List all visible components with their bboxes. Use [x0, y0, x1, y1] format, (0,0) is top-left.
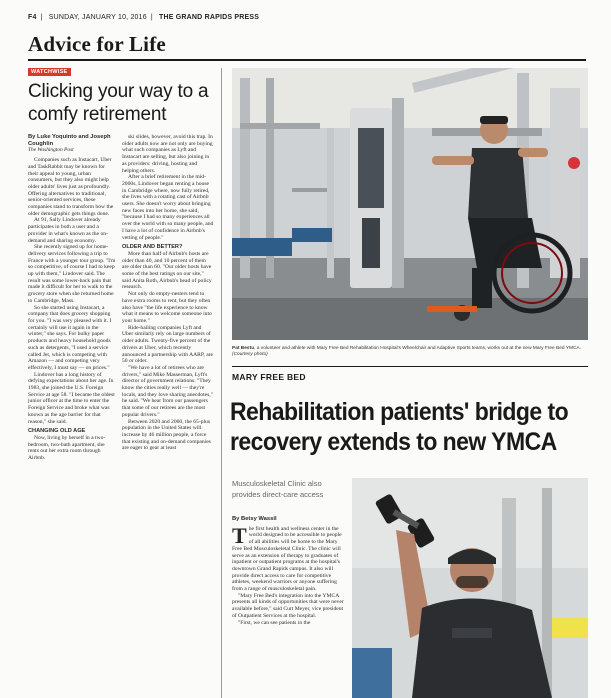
page-number: F4 [28, 14, 37, 21]
newspaper-name: THE GRAND RAPIDS PRESS [159, 14, 260, 21]
headline-line-2: recovery extends to new YMCA [230, 428, 557, 456]
caption-name: Pat Bestu [232, 346, 255, 351]
right-headline [230, 397, 569, 457]
paragraph: Lindover has a long history of defying expectations about her age. In 1983, she joined the U.S. Foreign Service at age 58. "I became the oldest junior officer at the time to enter the Foreign Service and broke what was known as the age barrier for that reason," she said. [28, 371, 115, 425]
paragraph: Companies such as Instacart, Uber and TaskRabbit may be known for their appeal to young, urban consumers, but they also might help older adults' lives just as profoundly. Offering alternatives to traditional, senior-oriented services, these companies stand to transform how the older demographic gets things done. [28, 157, 114, 217]
paragraph: ski slides, however, avoid this trap. In older adults now are not only are buying what such companies as Lyft and Instacart are selling, but also joining in as providers: driving, hosting and helping others. [122, 134, 213, 174]
photo-credit: (Courtesy photo) [232, 352, 268, 357]
subhead-older-and-better: OLDER AND BETTER? [122, 244, 183, 251]
paragraph: She recently signed up for home-delivery services following a trip to France with a younger tour group. "I'm so competitive, of course I had to keep up with them," Lindover said. The result was some lower-back pain that made it difficult for her to walk to the grocery store when she returned home to Cambridge, Mass. [28, 244, 116, 304]
paragraph: Ride-hailing companies Lyft and Uber similarly rely on large numbers of older adults. Twenty-five percent of the drivers at Uber, which recently announced a partnership with AARP, are 50 or older. [122, 324, 214, 365]
paragraph: After a brief retirement in the mid-2000s, Lindover began renting a house in Cambridge where, now fully retired, she lives with a rotating cast of Airbnb users. She doesn't worry about bringing new faces into her home, she said, "because I had so many experiences all over the world with so many people, and I have a lot of confidence in Airbnb's vetting of people." [122, 174, 214, 241]
issue-date: SUNDAY, JANUARY 10, 2016 [48, 14, 147, 21]
subhead-changing-old-age: CHANGING OLD AGE [28, 428, 86, 435]
paragraph: "Mary Free Bed's integration into the YMCA presents all kinds of opportunities that were never available before," said Curt Meyer, vice president of Outpatient Services at the hospital. [232, 592, 344, 619]
caption-text: , a volunteer and athlete with Mary Free Bed Rehabilitation Hospital's Wheelchair and Adaptive Sports teams, works out at the new Mary Free Bed YMCA. [254, 346, 582, 351]
gym-photo [232, 68, 588, 340]
left-story-column-2 [122, 134, 214, 698]
story-deck: Musculoskeletal Clinic also provides direct-care access [232, 479, 324, 499]
paragraph: "We have a lot of retirees who are drivers," said Mike Masserman, Lyft's director of government relations. "They know the cities really well — they're locals, and they love sharing anecdotes," he said. "We hear from our passengers that some of our retirees are the most popular drivers." [122, 364, 213, 418]
section-title: Advice for Life [28, 32, 166, 56]
right-byline: By Betsy Wassil [232, 516, 277, 522]
paragraph: he first health and wellness center in the world designed to be accessible to people of all abilities will be home to the Mary Free Bed Musculoskeletal Clinic. The clinic will serve as an extension of therapy to graduates of inpatient or outpatient programs at the hospital's downtown Grand Rapids campus. It also will provide direct access to care for competitive athletes, weekend warriors or anyone suffering from a range of musculoskeletal pain. [232, 525, 342, 593]
right-story-column [232, 516, 344, 698]
paragraph: At 91, Sally Lindover already participates in both a user and a provider in what's known as the on-demand and sharing economy. [28, 217, 108, 244]
left-byline: By Luke Yoquinto and Joseph Coughlin [28, 134, 111, 147]
left-story-column-1 [28, 134, 116, 698]
section-rule [28, 59, 586, 61]
paragraph: So she started using Instacart, a company that does grocery shopping for you. "I was very pleased with it. I certainly will use it again in the winter," she says. For bulky paper products and heavy household goods such as detergents, "I used a service called Jet, which is competing with Amazon — and competing very effectively, I must say — on prices." [28, 304, 112, 371]
left-headline: Clicking your way to a comfy retirement [28, 81, 209, 125]
dumbbell-photo [352, 478, 588, 698]
story-label: MARY FREE BED [232, 372, 306, 382]
paragraph: Not only do empty-nesters tend to have extra rooms to rent, but they often also have "the life experience to know what it means to welcome someone into your home." [122, 291, 212, 324]
paragraph: "First, we can see patients in the [238, 619, 311, 626]
story-tag: WATCHWISE [28, 68, 71, 76]
left-source: The Washington Post [28, 147, 74, 154]
masthead: F4 | SUNDAY, JANUARY 10, 2016 | THE GRAND RAPIDS PRESS [28, 14, 260, 21]
headline-line-1: Rehabilitation patients' bridge to [230, 398, 569, 426]
paragraph: More than half of Airbnb's hosts are older than 40, and 10 percent of them are older than 60. "Our older hosts have some of the best ratings on our site," said Anita Roth, Airbnb's head of policy research. [122, 250, 212, 291]
paragraph: Between 2020 and 2060, the 65-plus population in the United States will increase by 46 million people, a force that existing and on-demand companies are eager to gear at least [122, 418, 211, 452]
paragraph: Now, living by herself in a two-bedroom, two-bath apartment, she rents out her extra room through Airbnb. [28, 434, 106, 462]
story-rule [232, 366, 588, 367]
photo-caption [232, 346, 588, 358]
column-divider [221, 68, 222, 698]
drop-cap: T [232, 522, 247, 548]
